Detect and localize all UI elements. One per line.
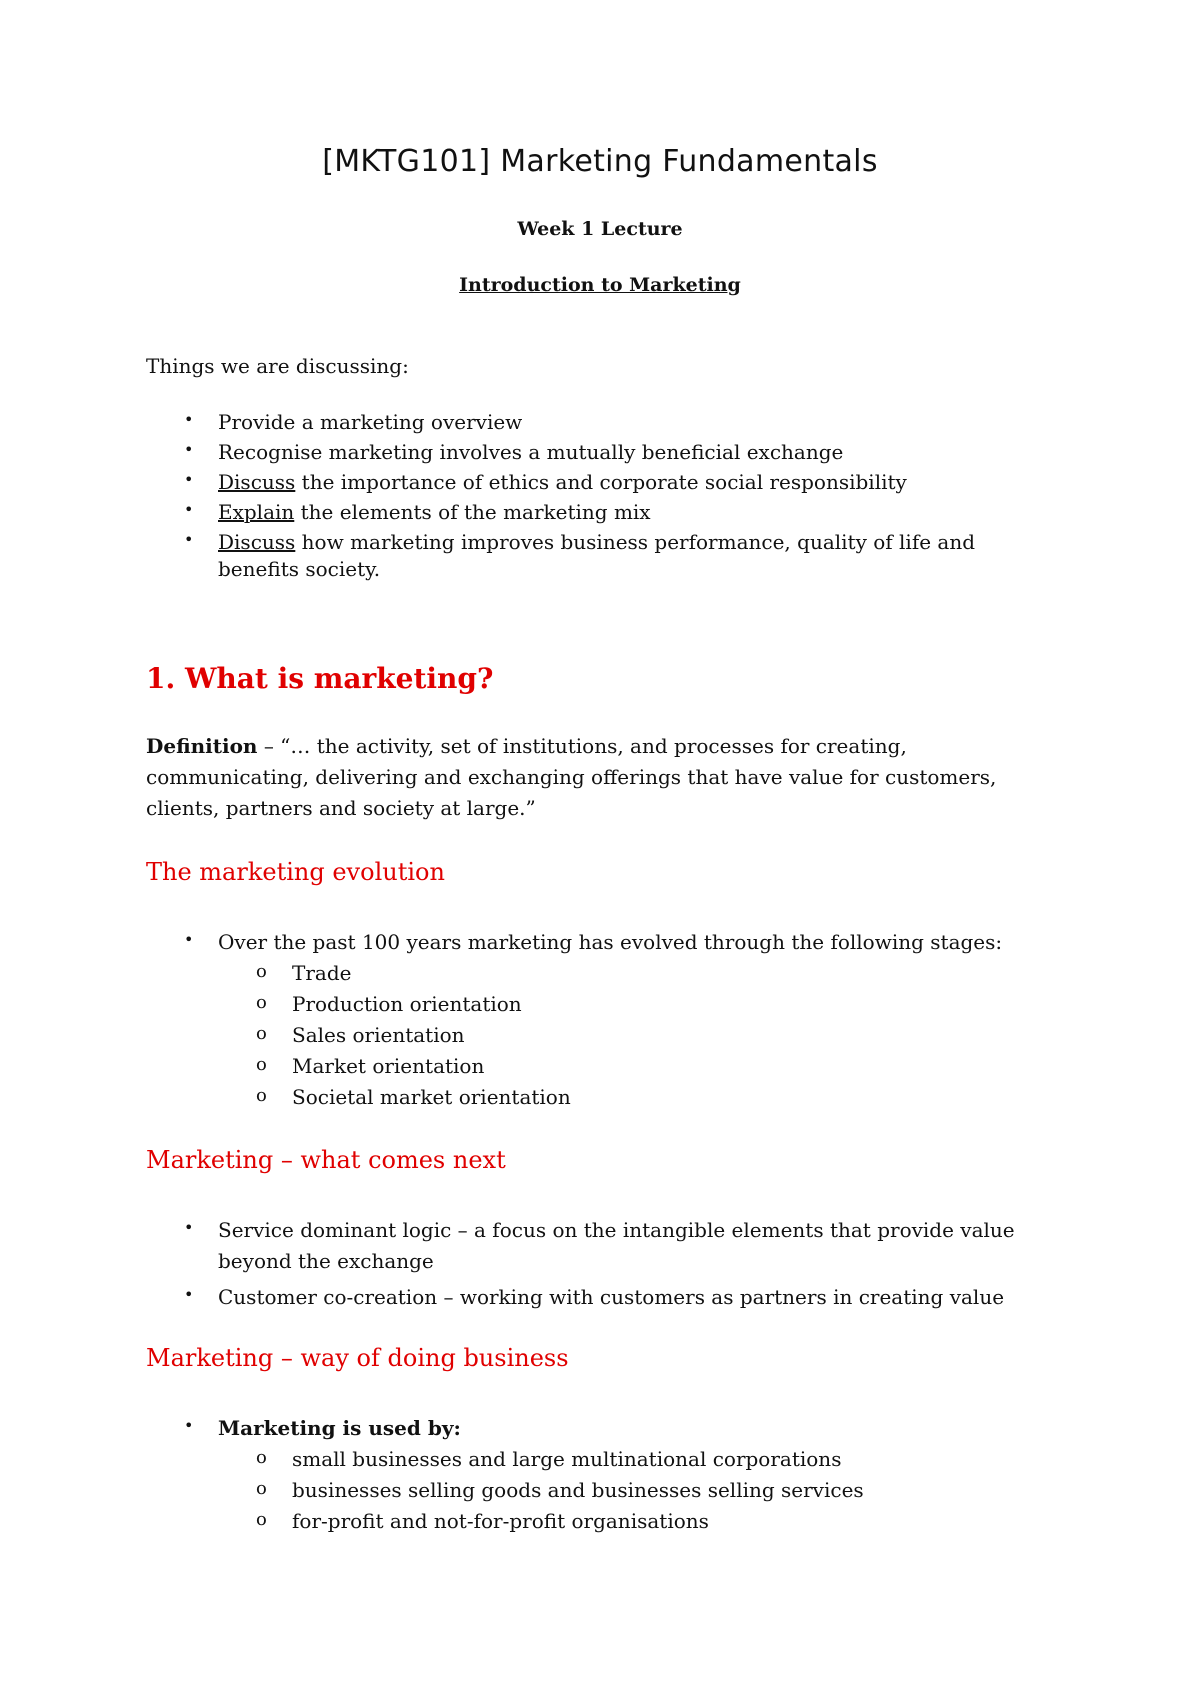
definition-label: Definition [146,734,258,758]
intro-lead: Things we are discussing: [146,354,409,378]
sub-list-item-text: Societal market orientation [292,1085,571,1109]
week-label: Week 1 Lecture [517,218,683,240]
list-item-text: Marketing is used by: [218,1416,461,1440]
bullet-icon: • [184,470,194,489]
list-item-text: Recognise marketing involves a mutually beneficial exchange [218,440,844,464]
sub-bullet-icon: o [256,992,267,1013]
bullet-icon: • [184,1416,194,1435]
list-item-text: Service dominant logic – a focus on the intangible elements that provide value [218,1218,1015,1242]
list-item-text: Provide a marketing overview [218,410,523,434]
list-item-verb: Explain [218,500,295,524]
sub-list-item-text: Production orientation [292,992,522,1016]
sub-bullet-icon: o [256,1085,267,1106]
sub-bullet-icon: o [256,1447,267,1468]
list-item-text [218,500,651,524]
list-item-text: benefits society. [218,557,381,581]
bullet-icon: • [184,410,194,429]
subsection-heading: Marketing – way of doing business [146,1344,569,1372]
subsection-heading: The marketing evolution [146,858,445,886]
sub-list-item-text: for-profit and not-for-profit organisations [292,1509,709,1533]
sub-bullet-icon: o [256,961,267,982]
definition-text: – “… the activity, set of institutions, and processes for creating, [257,734,907,758]
list-item-text: Over the past 100 years marketing has evolved through the following stages: [218,930,1003,954]
list-item-text: Customer co-creation – working with customers as partners in creating value [218,1285,1005,1309]
bullet-icon: • [184,500,194,519]
sub-list-item-text: Sales orientation [292,1023,465,1047]
definition-line: communicating, delivering and exchanging offerings that have value for customers, [146,765,997,789]
sub-list-item-text: small businesses and large multinational corporations [292,1447,842,1471]
section-heading: 1. What is marketing? [146,662,494,695]
sub-bullet-icon: o [256,1054,267,1075]
bullet-icon: • [184,930,194,949]
definition-line: clients, partners and society at large.” [146,796,536,820]
list-item-verb: Discuss [218,530,296,554]
bullet-icon: • [184,530,194,549]
subsection-heading: Marketing – what comes next [146,1146,506,1174]
sub-bullet-icon: o [256,1023,267,1044]
list-item-text: beyond the exchange [218,1249,434,1273]
sub-list-item-text: Trade [292,961,352,985]
sub-bullet-icon: o [256,1478,267,1499]
list-item-rest: the importance of ethics and corporate social responsibility [295,470,907,494]
document-title: [MKTG101] Marketing Fundamentals [322,144,878,179]
sub-list-item-text: businesses selling goods and businesses selling services [292,1478,864,1502]
bullet-icon: • [184,440,194,459]
list-item-verb: Discuss [218,470,296,494]
bullet-icon: • [184,1218,194,1237]
bullet-icon: • [184,1285,194,1304]
topic-title: Introduction to Marketing [459,274,741,296]
list-item-text [218,470,907,494]
list-item-text [218,530,975,554]
list-item-rest: the elements of the marketing mix [294,500,651,524]
sub-bullet-icon: o [256,1509,267,1530]
list-item-rest: how marketing improves business performance, quality of life and [295,530,976,554]
definition-line [146,734,907,758]
sub-list-item-text: Market orientation [292,1054,485,1078]
